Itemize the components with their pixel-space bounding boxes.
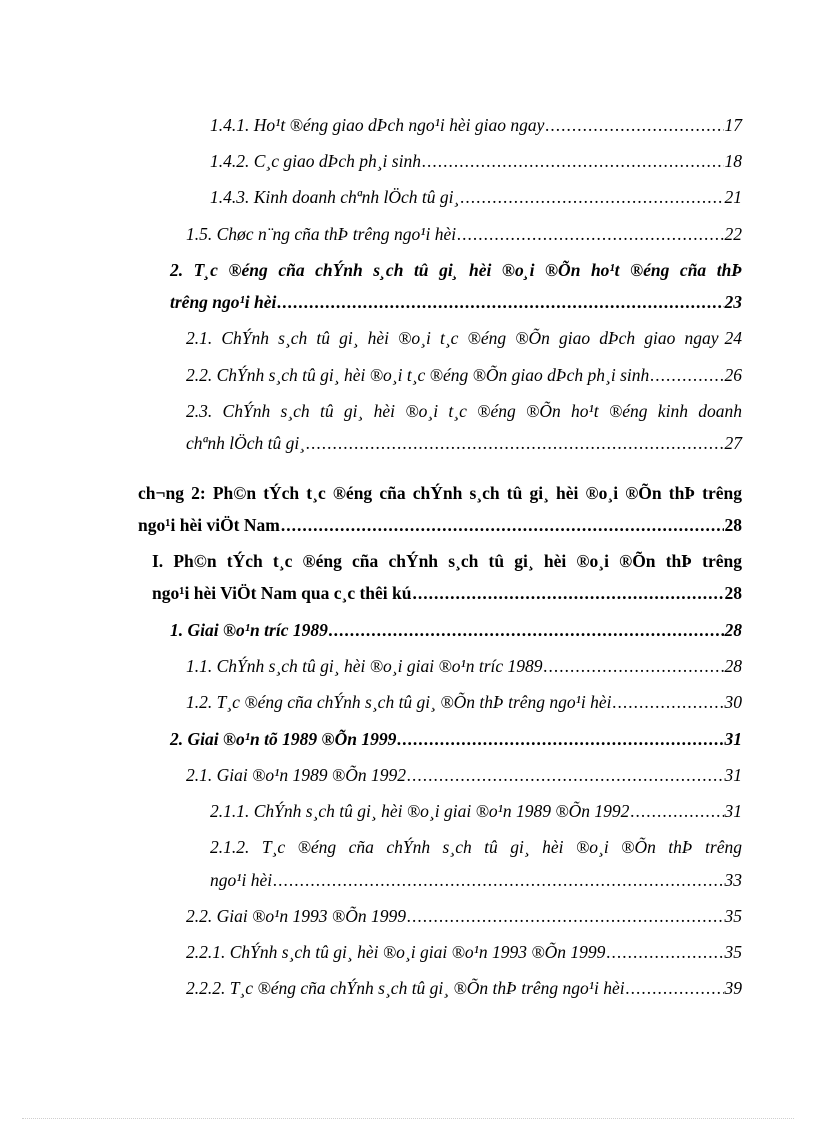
toc-leader-dots (626, 977, 724, 999)
toc-entry-title: ngo¹i hèi ViÖt Nam qua c¸c thêi kú (152, 583, 412, 603)
toc-entry-title: 2.2. Giai ®o¹n 1993 ®Õn 1999 (186, 906, 406, 926)
toc-page-number: 23 (724, 292, 742, 312)
toc-entry-I-1[interactable] (170, 619, 742, 641)
toc-page-number: 31 (724, 801, 742, 821)
toc-leader-dots (413, 582, 724, 604)
toc-page-number: 31 (724, 765, 742, 785)
toc-entry-1-5[interactable] (186, 223, 742, 245)
toc-entry-title: 2.3. ChÝnh s¸ch tû gi¸ hèi ®o¸i t¸c ®éng ®Õn ho¹t ®éng kinh doanh (186, 401, 742, 421)
toc-leader-dots (457, 223, 723, 245)
toc-leader-dots (306, 432, 723, 454)
toc-page-number: 24 (724, 328, 742, 348)
toc-entry-title: 2.1.1. ChÝnh s¸ch tû gi¸ hèi ®o¸i giai ®o¹n 1989 ®Õn 1992 (210, 801, 630, 821)
toc-page-number: 17 (724, 115, 742, 135)
toc-entry-I-2-2-2[interactable] (186, 977, 742, 999)
toc-page-number: 27 (724, 433, 742, 453)
toc-entry-2-line1[interactable] (170, 259, 742, 281)
toc-leader-dots (545, 114, 723, 136)
toc-page-number: 33 (724, 870, 742, 890)
toc-entry-2-line2[interactable] (170, 291, 742, 313)
toc-entry-title: 1.4.2. C¸c giao dÞch ph¸i sinh (210, 151, 421, 171)
toc-entry-I-2-2-1[interactable] (186, 941, 742, 963)
toc-entry-title: ch¬ng 2: Ph©n tÝch t¸c ®éng cña chÝnh s¸ch tû gi¸ hèi ®o¸i ®Õn thÞ trêng (138, 483, 742, 503)
toc-entry-title: 2. T¸c ®éng cña chÝnh s¸ch tû gi¸ hèi ®o¸i ®Õn ho¹t ®éng cña thÞ (170, 260, 742, 280)
toc-leader-dots (460, 186, 723, 208)
toc-leader-dots (606, 941, 723, 963)
toc-entry-I-2-1[interactable] (186, 764, 742, 786)
toc-entry-1-4-3[interactable] (210, 186, 742, 208)
toc-leader-dots (422, 150, 724, 172)
toc-entry-title: 1. Giai ®o¹n tríc 1989 (170, 620, 328, 640)
toc-entry-I-1-1[interactable] (186, 655, 742, 677)
toc-entry-title: ngo¹i hèi (210, 870, 273, 890)
toc-entry-title: 2.1. ChÝnh s¸ch tû gi¸ hèi ®o¸i t¸c ®éng ®Õn giao dÞch giao ngay (186, 328, 719, 348)
toc-chapter-2-line2[interactable] (138, 514, 742, 536)
toc-page-number: 31 (724, 729, 742, 749)
toc-page-number: 39 (724, 978, 742, 998)
toc-entry-title: 2.2. ChÝnh s¸ch tû gi¸ hèi ®o¸i t¸c ®éng ®Õn giao dÞch ph¸i sinh (186, 365, 650, 385)
toc-leader-dots (407, 764, 724, 786)
toc-entry-1-4-1[interactable] (210, 114, 742, 136)
toc-page-number: 28 (724, 583, 742, 603)
toc-entry-2-3-line2[interactable] (186, 432, 742, 454)
toc-page-number: 35 (724, 906, 742, 926)
toc-leader-dots (650, 364, 723, 386)
toc-entry-title: 1.2. T¸c ®éng cña chÝnh s¸ch tû gi¸ ®Õn thÞ trêng ngo¹i hèi (186, 692, 612, 712)
toc-leader-dots (281, 514, 724, 536)
toc-entry-I-2-1-1[interactable] (210, 800, 742, 822)
toc-page-number: 28 (724, 656, 742, 676)
toc-entry-I-2-1-2-line2[interactable] (210, 869, 742, 891)
toc-entry-2-3-line1[interactable] (186, 400, 742, 422)
toc-page-number: 21 (724, 187, 742, 207)
toc-entry-title: 1.5. Chøc n¨ng cña thÞ trêng ngo¹i hèi (186, 224, 457, 244)
toc-entry-2-1[interactable] (186, 327, 742, 349)
toc-leader-dots (407, 905, 724, 927)
toc-entry-title: 1.4.3. Kinh doanh chªnh lÖch tû gi¸ (210, 187, 460, 207)
toc-leader-dots (273, 869, 723, 891)
toc-leader-dots (630, 800, 723, 822)
toc-entry-title: trêng ngo¹i hèi (170, 292, 277, 312)
toc-entry-title: 2.1. Giai ®o¹n 1989 ®Õn 1992 (186, 765, 406, 785)
toc-entry-title: chªnh lÖch tû gi¸ (186, 433, 306, 453)
toc-section-I-line1[interactable] (152, 550, 742, 572)
toc-entry-I-2-2[interactable] (186, 905, 742, 927)
toc-entry-I-2-1-2-line1[interactable] (210, 836, 742, 858)
toc-entry-2-2[interactable] (186, 364, 742, 386)
toc-entry-title: 2.2.1. ChÝnh s¸ch tû gi¸ hèi ®o¸i giai ®o¹n 1993 ®Õn 1999 (186, 942, 606, 962)
toc-entry-I-1-2[interactable] (186, 691, 742, 713)
toc-page-number: 35 (724, 942, 742, 962)
toc-leader-dots (544, 655, 724, 677)
toc-page-number: 22 (724, 224, 742, 244)
toc-page-number: 18 (724, 151, 742, 171)
toc-entry-title: ngo¹i hèi viÖt Nam (138, 515, 280, 535)
toc-leader-dots (613, 691, 724, 713)
toc-leader-dots (397, 728, 723, 750)
toc-page-number: 26 (724, 365, 742, 385)
toc-page-number: 28 (724, 620, 742, 640)
toc-leader-dots (277, 291, 723, 313)
toc-section-I-line2[interactable] (152, 582, 742, 604)
toc-entry-title: 1.4.1. Ho¹t ®éng giao dÞch ngo¹i hèi giao ngay (210, 115, 545, 135)
page-bottom-divider (22, 1118, 794, 1119)
toc-entry-title: 2. Giai ®o¹n tõ 1989 ®Õn 1999 (170, 729, 397, 749)
toc-entry-title: 1.1. ChÝnh s¸ch tû gi¸ hèi ®o¸i giai ®o¹n tríc 1989 (186, 656, 543, 676)
toc-entry-I-2[interactable] (170, 728, 742, 750)
toc-entry-1-4-2[interactable] (210, 150, 742, 172)
toc-chapter-2-line1[interactable] (138, 482, 742, 504)
toc-page-number: 28 (724, 515, 742, 535)
toc-leader-dots (329, 619, 724, 641)
toc-page-number: 30 (724, 692, 742, 712)
toc-entry-title: I. Ph©n tÝch t¸c ®éng cña chÝnh s¸ch tû gi¸ hèi ®o¸i ®Õn thÞ trêng (152, 551, 742, 571)
toc-entry-title: 2.2.2. T¸c ®éng cña chÝnh s¸ch tû gi¸ ®Õn thÞ trêng ngo¹i hèi (186, 978, 625, 998)
toc-entry-title: 2.1.2. T¸c ®éng cña chÝnh s¸ch tû gi¸ hèi ®o¸i ®Õn thÞ trêng (210, 837, 742, 857)
